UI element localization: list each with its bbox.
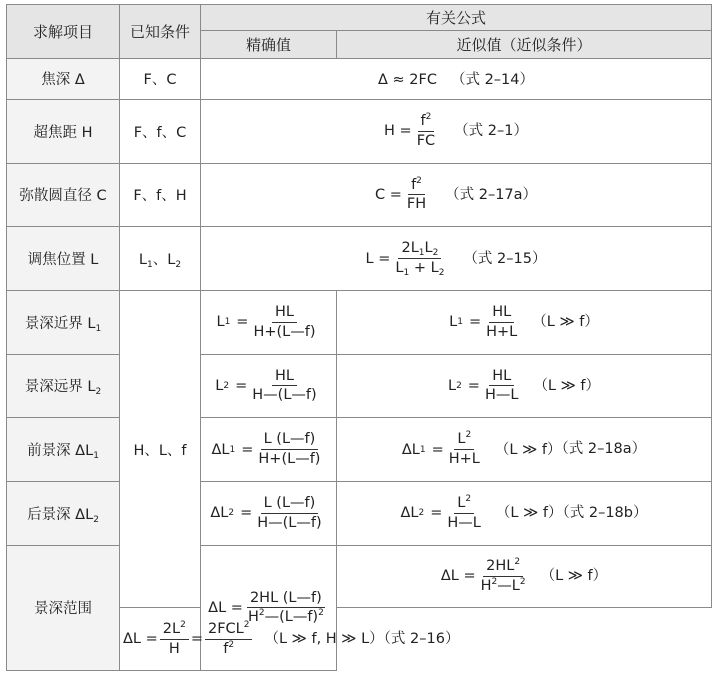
- numerator: HL: [489, 368, 514, 387]
- formula-cell: [201, 99, 712, 163]
- table-row: [7, 545, 712, 608]
- header-exact: 精确值: [201, 31, 337, 58]
- numerator: HL: [272, 304, 297, 323]
- subscript: 2: [93, 514, 99, 525]
- lhs: ΔL =: [123, 631, 158, 648]
- label-text: 前景深 ΔL: [27, 443, 94, 460]
- superscript: 2: [514, 557, 521, 568]
- equals: =: [235, 377, 248, 394]
- term: L: [430, 260, 439, 277]
- condition: （L ≫ f）: [494, 441, 562, 458]
- formula-cell: [201, 227, 712, 291]
- fraction: [205, 621, 253, 657]
- header-item: 求解项目: [7, 5, 120, 59]
- lhs: ΔL: [211, 441, 230, 458]
- numerator: 2FCL: [207, 620, 244, 637]
- label-text: 景深近界 L: [24, 315, 96, 332]
- separator: 、: [152, 252, 168, 269]
- equation-ref: （式 2–17a）: [445, 186, 538, 203]
- equals: =: [241, 441, 254, 458]
- formula-lhs: C =: [374, 186, 402, 203]
- table-row: [7, 227, 712, 291]
- header-approx: 近似值（近似条件）: [337, 31, 712, 58]
- denominator: H—(L—f): [252, 387, 317, 404]
- known-var: L: [138, 252, 148, 269]
- term: —(L—f): [264, 609, 319, 626]
- numerator: 2HL (L—f): [247, 590, 325, 609]
- denominator: H—L: [447, 514, 481, 531]
- known-conditions: F、f、C: [120, 99, 201, 163]
- term: —L: [497, 577, 520, 594]
- lhs: L: [449, 314, 458, 331]
- exact-formula: L 2 = $\frac{HL}{H—(L—f)}$: [201, 354, 337, 418]
- label-text: 后景深 ΔL: [27, 506, 94, 523]
- denominator: H—L: [484, 387, 519, 404]
- denominator: FC: [416, 132, 436, 149]
- equals: =: [236, 314, 249, 331]
- table-row: [7, 163, 712, 227]
- table-row: [7, 418, 712, 482]
- approx-formula: L 2 = $\frac{HL}{H—L}$ （L ≫ f）: [337, 354, 712, 418]
- subscript: 2: [432, 248, 439, 259]
- fraction: [249, 368, 319, 404]
- denominator: H—(L—f): [257, 514, 322, 531]
- fraction: [483, 304, 520, 340]
- lhs: L: [216, 314, 225, 331]
- term: H: [247, 609, 259, 626]
- condition: （L ≫ f）: [540, 568, 608, 585]
- row-label: 弥散圆直径 C: [7, 163, 120, 227]
- superscript: 2: [180, 619, 186, 630]
- superscript: 2: [318, 608, 324, 619]
- denominator: H+L: [486, 323, 518, 340]
- subscript: 2: [438, 268, 445, 279]
- equation-ref: （式 2–14）: [450, 72, 535, 89]
- numerator: f: [420, 113, 426, 130]
- formula: Δ ≈ 2FC: [377, 72, 437, 89]
- numerator: L (L—f): [261, 431, 319, 450]
- table-row: [7, 481, 712, 545]
- subscript: 1: [95, 323, 102, 334]
- fraction: [414, 113, 438, 149]
- lhs: ΔL: [210, 505, 229, 522]
- denominator: H+(L—f): [258, 451, 321, 468]
- header-known: 已知条件: [120, 5, 201, 59]
- operator: +: [409, 260, 431, 277]
- equation-ref: （式 2–15）: [463, 250, 547, 267]
- subscript: 2: [175, 260, 182, 271]
- denominator: FH: [406, 196, 427, 213]
- approx-formula: L 1 = $\frac{HL}{H+L}$ （L ≫ f）: [337, 290, 712, 354]
- superscript: 2: [243, 619, 250, 630]
- denominator: H+(L—f): [253, 323, 316, 340]
- equation-ref: （式 2–18b）: [562, 505, 648, 522]
- table-row: [7, 290, 712, 354]
- fraction: [446, 431, 483, 467]
- numerator: L: [457, 431, 466, 448]
- equation-ref: （式 2–1）: [454, 123, 528, 140]
- superscript: 2: [228, 639, 235, 650]
- header-formulas: 有关公式: [201, 5, 712, 31]
- known-conditions: F、C: [120, 58, 201, 99]
- condition: （L ≫ f）: [533, 377, 601, 394]
- denominator: H+L: [448, 451, 480, 468]
- lhs: ΔL =: [440, 568, 476, 585]
- fraction: [482, 368, 521, 404]
- subscript: 1: [93, 451, 99, 462]
- fraction: [404, 177, 429, 213]
- numerator: L: [457, 495, 466, 512]
- superscript: 2: [519, 576, 526, 587]
- equals: =: [467, 377, 480, 394]
- approx-formula: ΔL 2 = $\frac{L^2}{H—L}$ （L ≫ f）（式 2–18b）: [337, 481, 712, 545]
- exact-formula: ΔL 1 = $\frac{L (L—f)}{H+(L—f)}$: [201, 418, 337, 482]
- row-label: [7, 418, 120, 482]
- superscript: 2: [416, 175, 422, 186]
- lhs: ΔL =: [208, 599, 243, 616]
- term: L: [424, 240, 433, 257]
- denominator: f: [223, 640, 229, 657]
- equals: =: [431, 441, 444, 458]
- denominator: H: [168, 640, 180, 657]
- condition: （L ≫ f, H ≫ L）: [264, 631, 384, 648]
- approx-formula: [120, 608, 460, 671]
- lhs: L: [215, 377, 224, 394]
- condition: （L ≫ f）: [495, 505, 563, 522]
- term: H: [480, 577, 492, 594]
- row-label: [7, 290, 120, 354]
- equals: =: [240, 505, 253, 522]
- lhs: ΔL: [400, 505, 419, 522]
- formula-cell: [201, 58, 712, 99]
- known-conditions: [120, 227, 201, 291]
- term: L: [395, 260, 404, 277]
- formula-lhs: H =: [384, 123, 412, 140]
- fraction: [254, 495, 324, 531]
- table-row: [7, 58, 712, 99]
- condition: （L ≫ f）: [532, 314, 599, 331]
- numerator: L (L—f): [261, 495, 319, 514]
- equals: =: [430, 505, 443, 522]
- fraction: [245, 590, 327, 626]
- approx-formula: [337, 545, 712, 608]
- table-row: [7, 99, 712, 163]
- superscript: 2: [465, 494, 472, 505]
- exact-formula: L 1 = $\frac{HL}{H+(L—f)}$: [201, 290, 337, 354]
- equation-ref: （式 2–18a）: [561, 441, 647, 458]
- fraction: [250, 304, 318, 340]
- shared-known-conditions: H、L、f: [120, 290, 201, 607]
- equals: =: [468, 314, 482, 331]
- term: 2L: [401, 240, 419, 257]
- subscript: 2: [95, 387, 102, 398]
- label-text: 景深远界 L: [24, 379, 96, 396]
- lhs: L: [447, 377, 457, 394]
- fraction: [444, 495, 483, 531]
- row-label: 焦深 Δ: [7, 58, 120, 99]
- subscript: 1: [418, 248, 425, 259]
- formula-cell: [201, 163, 712, 227]
- row-label: 调焦位置 L: [7, 227, 120, 291]
- superscript: 2: [465, 430, 472, 441]
- exact-formula: ΔL 2 = $\frac{L (L—f)}{H—(L—f)}$: [201, 481, 337, 545]
- fraction: [160, 621, 189, 657]
- superscript: 2: [491, 576, 498, 587]
- superscript: 2: [258, 608, 265, 619]
- known-conditions: F、f、H: [120, 163, 201, 227]
- approx-formula: ΔL 1 = $\frac{L^2}{H+L}$ （L ≫ f）（式 2–18a）: [337, 418, 712, 482]
- fraction: [255, 431, 323, 467]
- numerator: HL: [489, 304, 514, 323]
- formula-lhs: L =: [365, 250, 391, 267]
- subscript: 1: [147, 260, 153, 271]
- fraction: [478, 558, 529, 594]
- equals: =: [190, 631, 203, 648]
- numerator: 2L: [162, 620, 181, 637]
- formula-table: [6, 4, 712, 671]
- numerator: 2HL: [486, 558, 515, 575]
- fraction: [392, 240, 447, 279]
- row-label: 超焦距 H: [7, 99, 120, 163]
- equation-ref: （式 2–16）: [383, 631, 460, 648]
- numerator: f: [411, 176, 417, 193]
- numerator: HL: [272, 368, 297, 387]
- subscript: 1: [403, 268, 410, 279]
- lhs: ΔL: [401, 441, 420, 458]
- row-label: [7, 354, 120, 418]
- table-row: [7, 354, 712, 418]
- known-var: L: [167, 252, 176, 269]
- row-label: [7, 481, 120, 545]
- row-label: 景深范围: [7, 545, 120, 670]
- superscript: 2: [425, 112, 432, 123]
